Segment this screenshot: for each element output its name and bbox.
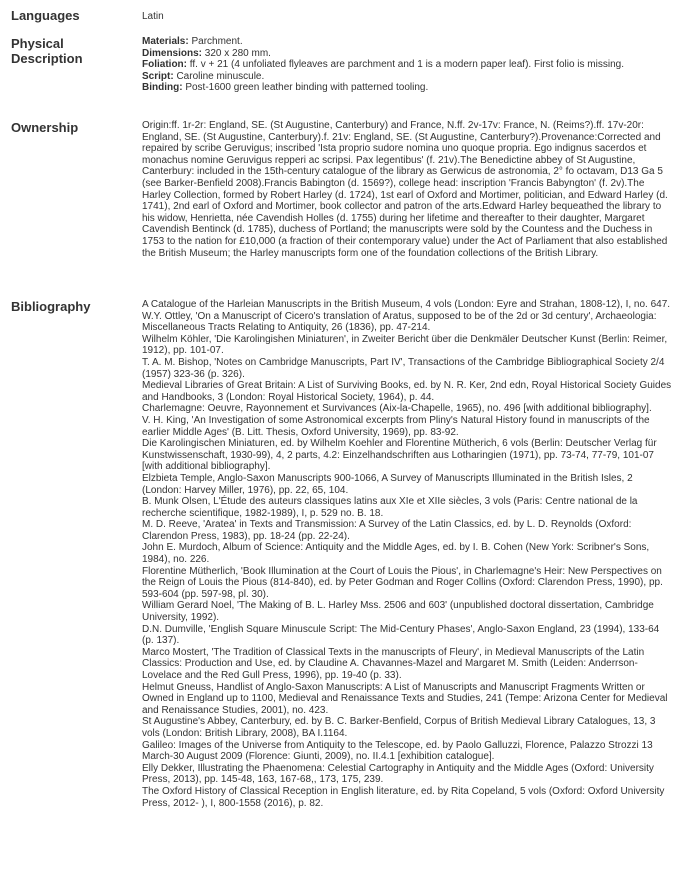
bibliography-entry: D.N. Dumville, 'English Square Minuscule Script: The Mid-Century Phases', Anglo-Saxon England, 23 (1994), 133-64 (p. 137). — [142, 623, 660, 647]
script-line — [142, 71, 672, 83]
binding-text: Post-1600 green leather binding with patterned tooling. — [182, 82, 429, 94]
bibliography-entry: The Oxford History of Classical Reception in English literature, ed. by Rita Copeland, 5 vols (Oxford: Oxford University Press, 2012- ), I, 800-1558 (2016), p. 82. — [142, 785, 665, 809]
dimensions-line — [142, 48, 672, 60]
bibliography-entry: B. Munk Olsen, L'Étude des auteurs classiques latins aux XIe et XIIe siècles, 3 vols (Paris: Centre national de la recherche scientifique, 1982-1989), I, p. 529 no. B. 18. — [142, 496, 638, 519]
bibliography-entry: W.Y. Ottley, 'On a Manuscript of Cicero's translation of Aratus, supposed to be of the 2d or 3d century', Archaeologia: Miscellaneous Tracts Relating to Antiquity, 26 (1836), pp. 47-214. — [142, 310, 657, 334]
physical-description-row — [0, 36, 682, 118]
ownership-row — [0, 120, 682, 299]
bibliography-entry: M. D. Reeve, 'Aratea' in Texts and Transmission: A Survey of the Latin Classics, ed. by L. D. Reynolds (Oxford: Clarendon Press, 1983), pp. 18-24 (pp. 22-24). — [142, 519, 632, 542]
languages-row — [0, 8, 682, 34]
bibliography-row — [0, 299, 682, 809]
dimensions-key: Dimensions: — [142, 47, 203, 59]
dimensions-text: 320 x 280 mm. — [202, 47, 271, 59]
physical-description-label: Physical Description — [11, 36, 83, 66]
materials-line — [142, 36, 672, 48]
languages-label: Languages — [11, 8, 80, 23]
bibliography-entry: Florentine Mütherlich, 'Book Illumination at the Court of Louis the Pious', in Charlemagne's Heir: New Perspectives on the Reign of Louis the Pious (814-840), ed. by Peter Godman and Roger Collins (Oxford: Clarendon Press, 1990), pp. 593-604 (pp. 597-98, pl. 30). — [142, 565, 663, 600]
bibliography-entry: Galileo: Images of the Universe from Antiquity to the Telescope, ed. by Paolo Galluzzi, Florence, Palazzo Strozzi 13 March-30 August 2009 (Florence: Giunti, 2009), no. II.4.1 [exhibition catalogue]. — [142, 739, 653, 763]
bibliography-value — [142, 299, 682, 809]
bibliography-label: Bibliography — [11, 299, 91, 314]
ownership-label: Ownership — [11, 120, 79, 135]
binding-key: Binding: — [142, 82, 183, 94]
materials-key: Materials: — [142, 36, 189, 47]
bibliography-entry: A Catalogue of the Harleian Manuscripts in the British Museum, 4 vols (London: Eyre and Strahan, 1808-12), I, no. 647. — [142, 299, 671, 310]
bibliography-entry: St Augustine's Abbey, Canterbury, ed. by B. C. Barker-Benfield, Corpus of British Medieval Library Catalogues, 13, 3 vols (London: British Library, 2008), BA I.1164. — [142, 716, 656, 739]
ownership-value: Origin:ff. 1r-2r: England, SE. (St Augustine, Canterbury) and France, N.ff. 2v-17v: France, N. (Reims?).ff. 17v-20r: England, SE. (St Augustine, Canterbury).f. 21v: England, SE. (St Augustine, Canterbury?).Provenance:Corrected and repaired by scribe Geruvigus; inscribed 'Ista proprio sudore nomina uno quoque propria. Ego indignus sacerdos et monachus nomine Geruvigus repperi ac scripsi. Pax legentibus' (f. 21v).The Benedictine abbey of St Augustine, Canterbury: included in the 15th-century catalogue of the library as Gerwicus de astronomia, 2° fo octavam, D13 Ga 5 (see Barker-Benfield 2008).Francis Babington (d. 1569?), college head: inscription 'Francis Babyngton' (f. 2v).The Harley Collection, formed by Robert Harley (d. 1724), 1st earl of Oxford and Mortimer, politician, and Edward Harley (d. 1741), 2nd earl of Oxford and Mortimer, book collector and patron of the arts.Edward Harley bequeathed the library to his widow, Henrietta, née Cavendish Holles (d. 1755) during her lifetime and thereafter to their daughter, Margaret Cavendish Bentinck (d. 1785), duchess of Portland; the manuscripts were sold by the Countess and the Duchess in 1753 to the nation for £10,000 (a fraction of their contemporary value) under the Act of Parliament that also established the British Museum; the Harley manuscripts form one of the foundation collections of the British Library. — [142, 120, 668, 259]
bibliography-entry: Wilhelm Köhler, 'Die Karolingishen Miniaturen', in Zweiter Bericht über die Denkmäler Deutscher Kunst (Berlin: Reimer, 1912), pp. 101-07. — [142, 333, 668, 357]
bibliography-list — [142, 299, 672, 809]
bibliography-entry: Die Karolingischen Miniaturen, ed. by Wilhelm Koehler and Florentine Mütherich, 6 vols (Berlin: Deutscher Verlag für Kunstwissenschaft, 1930-99), 4, 2 parts, 4.2: Einzelhandschriften aus Lotharingien (1971), pp. 73-74, 77-79, 101-07 [with additional bibliography]. — [142, 438, 657, 473]
physical-description-value — [142, 36, 682, 94]
bibliography-entry: Marco Mostert, 'The Tradition of Classical Texts in the manuscripts of Fleury', in Medieval Manuscripts of the Latin Classics: Production and Use, ed. by Claudine A. Chavannes-Mazel and Margaret M. Smith (Leiden: Anderrson-Lovelace and the Red Gull Press, 1996), pp. 19-40 (p. 33). — [142, 646, 645, 681]
bibliography-entry: Helmut Gneuss, Handlist of Anglo-Saxon Manuscripts: A List of Manuscripts and Manuscript Fragments Written or Owned in England up to 1100, Medieval and Renaissance Texts and Studies, 241 (Tempe: Arizona Center for Medieval and Renaissance Studies, 2001), no. 423. — [142, 681, 668, 716]
binding-line — [142, 82, 672, 94]
bibliography-entry: Elzbieta Temple, Anglo-Saxon Manuscripts 900-1066, A Survey of Manuscripts Illuminated in the British Isles, 2 (London: Harvey Miller, 1976), pp. 22, 65, 104. — [142, 472, 633, 496]
materials-text: Parchment. — [188, 36, 243, 47]
bibliography-entry: Charlemagne: Oeuvre, Rayonnement et Survivances (Aix-la-Chapelle, 1965), no. 496 [with additional bibliography]. — [142, 403, 652, 415]
bibliography-entry: Elly Dekker, Illustrating the Phaenomena: Celestial Cartography in Antiquity and the Middle Ages (Oxford: University Press, 2013), pp. 145-48, 163, 167-68,, 173, 175, 239. — [142, 762, 654, 786]
languages-value: Latin — [142, 11, 164, 22]
script-text: Caroline minuscule. — [173, 70, 265, 82]
bibliography-entry: V. H. King, 'An Investigation of some Astronomical excerpts from Pliny's Natural History found in manuscripts of the earlier Middle Ages' (B. Litt. Thesis, Oxford University, 1969), pp. 83-92. — [142, 414, 650, 438]
bibliography-entry: Medieval Libraries of Great Britain: A List of Surviving Books, ed. by N. R. Ker, 2nd edn, Royal Historical Society Guides and Handbooks, 3 (London: Royal Historical Society, 1964), p. 44. — [142, 380, 672, 403]
bibliography-entry: John E. Murdoch, Album of Science: Antiquity and the Middle Ages, ed. by I. B. Cohen (New York: Scribner's Sons, 1984), no. 226. — [142, 542, 650, 566]
foliation-line — [142, 59, 672, 71]
script-key: Script: — [142, 70, 174, 82]
bibliography-entry: William Gerard Noel, 'The Making of B. L. Harley Mss. 2506 and 603' (unpublished doctoral dissertation, Cambridge University, 1992). — [142, 600, 654, 624]
bibliography-entry: T. A. M. Bishop, 'Notes on Cambridge Manuscripts, Part IV', Transactions of the Cambridge Bibliographical Society 2/4 (1957) 323-36 (p. 326). — [142, 356, 665, 380]
foliation-key: Foliation: — [142, 59, 187, 71]
foliation-text: ff. v + 21 (4 unfoliated flyleaves are parchment and 1 is a modern paper leaf). First folio is missing. — [187, 59, 624, 71]
